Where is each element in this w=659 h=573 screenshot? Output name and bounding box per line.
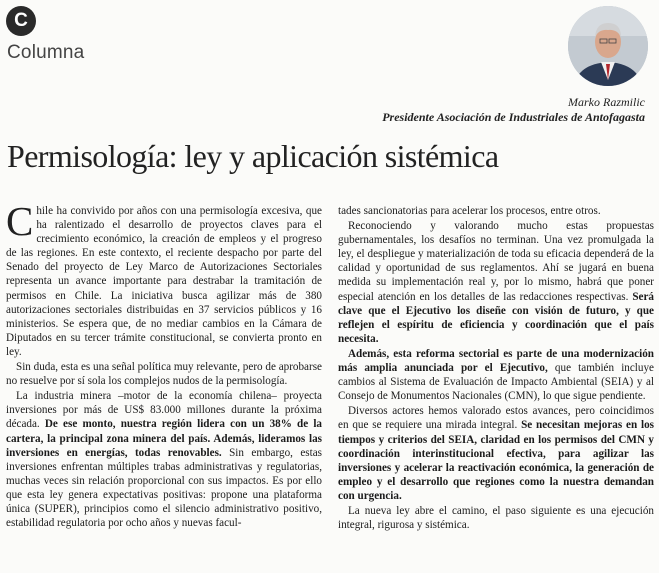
paragraph-text: hile ha convivido por años con una permisología excesiva, que ha ralentizado el desarrollo de proyectos claves para el crecimiento económico, la creación de empleos y el progreso de las regiones. En este contexto, el reciente despacho por parte del Senado del proyecto de Ley Marco de Autorizaciones Sectoriales representa un avance importante para destrabar la tramitación de permisos en Chile. La iniciativa busca agilizar más de 380 autorizaciones sectoriales distribuidas en 37 servicios públicos y 16 ministerios. Se espera que, de no mediar cambios en la Cámara de Diputados en su tercer trámite constitucional, se convierta pronto en ley. bbox=[6, 205, 322, 358]
paragraph-text: que también incluye cambios al Sistema de Evaluación de Impacto Ambiental (SEIA) y al Consejo de Monumentos Nacionales (CMN), lo que sigue pendiente. bbox=[338, 362, 654, 403]
highlighted-text: Además, esta reforma sectorial es parte de una modernización más amplia anunciada por el Ejecutivo, bbox=[338, 347, 654, 375]
author-role: Presidente Asociación de Industriales de Antofagasta bbox=[382, 110, 645, 124]
paragraph-text: Diversos actores hemos valorado estos avances, pero coincidimos en que se requiere una mirada integral. bbox=[338, 405, 654, 432]
paragraph: Sin duda, esta es una señal política muy relevante, pero de aprobarse no resuelve por sí sola los complejos nudos de la permisología. bbox=[6, 361, 322, 388]
article-column-right bbox=[338, 204, 654, 533]
paragraph-text: La industria minera –motor de la economía chilena– proyecta inversiones por más de US$ 83.000 millones durante la próxima década. bbox=[6, 390, 322, 431]
paragraph-text: Sin embargo, estas inversiones enfrentan múltiples trabas administrativas y regulatorias, muchas veces sin relación proporcional con sus impactos. Es por ello que esta ley genera expectativas positivas: propone una plataforma única (SUPER), principios como el silencio administrativo positivo, estabilidad regulatoria por ocho años y nuevas facul- bbox=[6, 446, 322, 530]
paragraph bbox=[338, 219, 654, 346]
highlighted-text: De ese monto, nuestra región lidera con un 38% de la cartera, la principal zona minera del país. Además, lideramos las inversiones en energías, todas renovables. bbox=[6, 418, 323, 459]
paragraph bbox=[338, 347, 654, 403]
author-name: Marko Razmilic bbox=[568, 95, 645, 109]
highlighted-text: Se necesitan mejoras en los tiempos y criterios del SEIA, claridad en los permisos del CMN y coordinación interinstitucional efectiva, para agilizar las inversiones y acelerar la reactivación económica, la generación de empleo y el desarrollo que regiones como la nuestra demandan con urgencia. bbox=[338, 419, 654, 502]
author-credit bbox=[382, 95, 645, 125]
column-badge: C bbox=[6, 6, 36, 36]
highlighted-text: Será clave que el Ejecutivo los diseñe con visión de futuro, y que reflejen el espíritu de eficiencia y coordinación que el país necesita. bbox=[338, 290, 654, 345]
paragraph: La nueva ley abre el camino, el paso siguiente es una ejecución integral, rigurosa y sistémica. bbox=[338, 504, 654, 532]
author-photo bbox=[568, 6, 648, 86]
paragraph: tades sancionatorias para acelerar los procesos, entre otros. bbox=[338, 205, 601, 217]
article-title: Permisología: ley y aplicación sistémica bbox=[7, 138, 499, 174]
article-column-left bbox=[6, 198, 323, 531]
paragraph bbox=[6, 198, 322, 359]
section-label: Columna bbox=[7, 42, 85, 63]
author-portrait-icon bbox=[568, 6, 648, 86]
paragraph bbox=[6, 389, 322, 530]
drop-cap: C bbox=[6, 198, 34, 244]
paragraph-text: Reconociendo y valorando mucho estas propuestas gubernamentales, los desafíos no terminan. Una vez promulgada la ley, el despliegue y materialización de toda su eficacia dependerá de la calidad y oportunidad de sus reglamentos. Ahí se jugará en buena medida su implementación real y, por lo mismo, habrá que poner especial atención en los detalles de las redacciones respectivas. bbox=[338, 220, 654, 303]
paragraph bbox=[338, 404, 654, 503]
